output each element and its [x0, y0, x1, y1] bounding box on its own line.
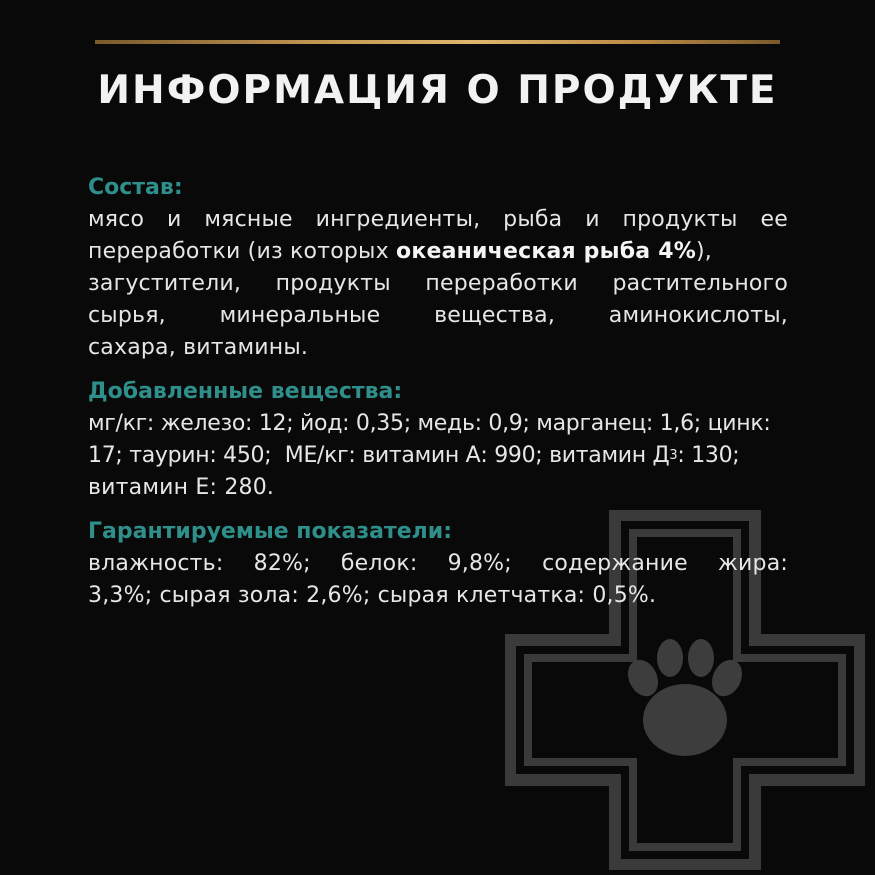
composition-line-5: сахара, витамины. [88, 335, 309, 360]
additives-line-3: витамин Е: 280. [88, 475, 275, 500]
additives-line-2: 17; таурин: 450; МЕ/кг: витамин А: 990; витамин Д 3 : 130; [88, 440, 788, 472]
content-area [88, 172, 788, 624]
composition-line-2: переработки (из которых океаническая рыба 4% ), [88, 236, 788, 268]
composition-line-3: загустители, продукты переработки растительного [88, 271, 788, 296]
composition-line-4: сырья, минеральные вещества, аминокислоты, [88, 303, 788, 328]
guaranteed-section [88, 516, 788, 612]
composition-heading: Состав: [88, 175, 183, 200]
page-title: ИНФОРМАЦИЯ О ПРОДУКТЕ [97, 68, 778, 113]
gold-divider [95, 40, 780, 44]
highlight-ocean-fish: океаническая рыба 4% [396, 239, 696, 264]
guaranteed-line-1: влажность: 82%; белок: 9,8%; содержание жира: [88, 551, 788, 576]
subscript-3: 3 [669, 448, 678, 463]
additives-line-1: мг/кг: железо: 12; йод: 0,35; медь: 0,9; марганец: 1,6; цинк: [88, 411, 771, 436]
additives-heading: Добавленные вещества: [88, 379, 403, 404]
composition-section [88, 172, 788, 364]
guaranteed-heading: Гарантируемые показатели: [88, 519, 453, 544]
guaranteed-line-2: 3,3%; сырая зола: 2,6%; сырая клетчатка: 0,5%. [88, 583, 657, 608]
composition-line-1: мясо и мясные ингредиенты, рыба и продукты ее [88, 207, 788, 232]
additives-section [88, 376, 788, 504]
